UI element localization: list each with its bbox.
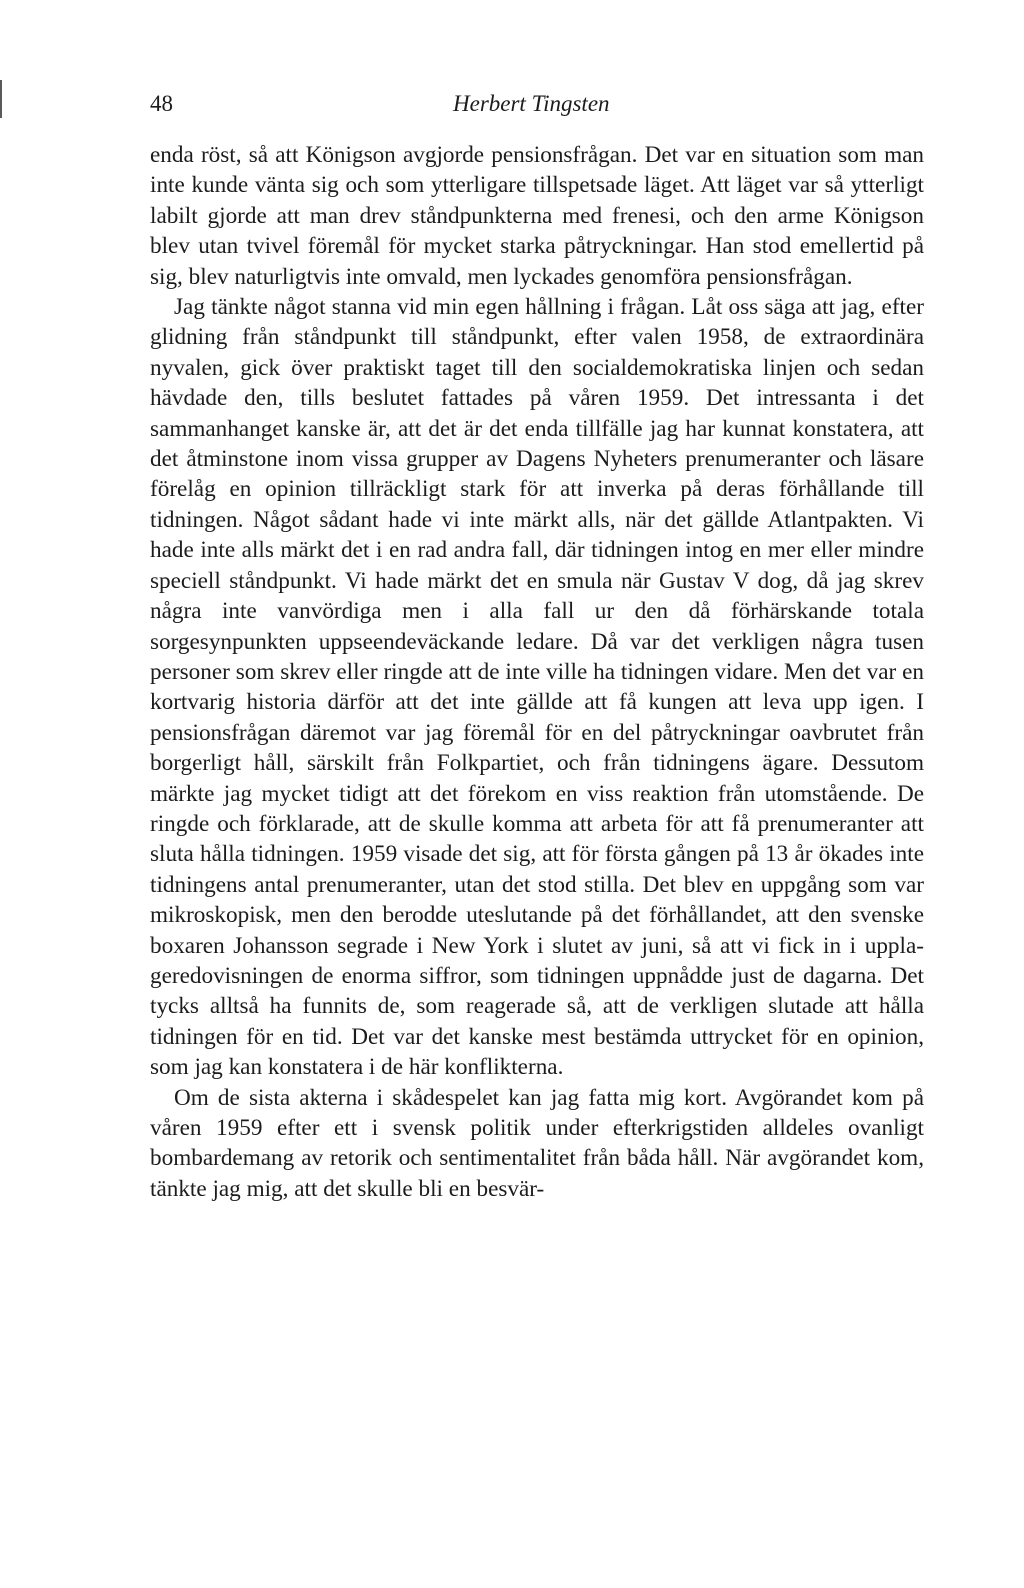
paragraph-continuation: enda röst, så att Königson avgjorde pensionsfrågan. Det var en situation som man inte kunde vänta sig och som ytterligare tillspetsade läget. Att läget var så ytterligt labilt gjorde att man drev ståndpunkterna med frenesi, och den arme Königson blev utan tvivel föremål för mycket starka påtryckningar. Han stod emellertid på sig, blev naturligtvis inte omvald, men lyckades genomföra pensionsfrågan. — [150, 142, 924, 290]
running-head — [150, 91, 924, 121]
scan-edge-mark — [0, 80, 2, 118]
body-text — [150, 140, 924, 1204]
paragraph: Jag tänkte något stanna vid min egen hållning i frågan. Låt oss säga att jag, efter glidning från ståndpunkt till ståndpunkt, efter valen 1958, de extraordinära nyvalen, gick över praktiskt taget till den socialdemokratiska linjen och sedan hävdade den, tills beslutet fattades på våren 1959. Det intressanta i det sammanhanget kanske är, att det är det enda tillfälle jag har kunnat konstatera, att det åtminstone inom vissa grupper av Dagens Nyheters prenumeranter och läsare förelåg en opinion tillräckligt stark för att inverka på deras förhållande till tidningen. Något sådant hade vi inte märkt alls, när det gällde Atlantpakten. Vi hade inte alls märkt det i en rad andra fall, där tidningen intog en mer eller mindre speciell ståndpunkt. Vi hade märkt det en smula när Gustav V dog, då jag skrev några inte vanvördiga men i alla fall ur den då förhärskande totala sorgesynpunkten uppseendeväckande ledare. Då var det verkligen några tusen personer som skrev eller ringde att de inte ville ha tidningen vidare. Men det var en kortvarig historia därför att det inte gällde att få kungen att leva upp igen. I pensionsfrågan däremot var jag föremål för en del påtryckningar oavbrutet från borgerligt håll, särskilt från Folkpartiet, och från tidningens ägare. Dessutom märkte jag mycket tidigt att det förekom en viss reaktion från utomstående. De ringde och förklarade, att de skulle komma att arbeta för att få prenumeranter att sluta hålla tidningen. 1959 visade det sig, att för första gången på 13 år ökades inte tidningens antal prenumeranter, utan det stod stilla. Det blev en uppgång som var mikroskopisk, men den berodde uteslutande på det förhållandet, att den svenske boxaren Johansson segrade i New York i slutet av juni, så att vi fick in i upplageredovisningen de enorma siffror, som tidningen uppnådde just de dagarna. Det tycks alltså ha funnits de, som reagerade så, att de verkligen slutade att hålla tidningen för en tid. Det var det kanske mest bestämda uttrycket för en opinion, som jag kan konstatera i de här konflikterna. — [150, 294, 924, 1081]
running-title: Herbert Tingsten — [453, 91, 610, 116]
page-number: 48 — [150, 91, 173, 116]
paragraph: Om de sista akterna i skådespelet kan jag fatta mig kort. Avgörandet kom på våren 1959 efter ett i svensk politik under efterkrigstiden alldeles ovanligt bombardemang av retorik och sentimentalitet från båda håll. När avgörandet kom, tänkte jag mig, att det skulle bli en besvär- — [150, 1084, 924, 1202]
